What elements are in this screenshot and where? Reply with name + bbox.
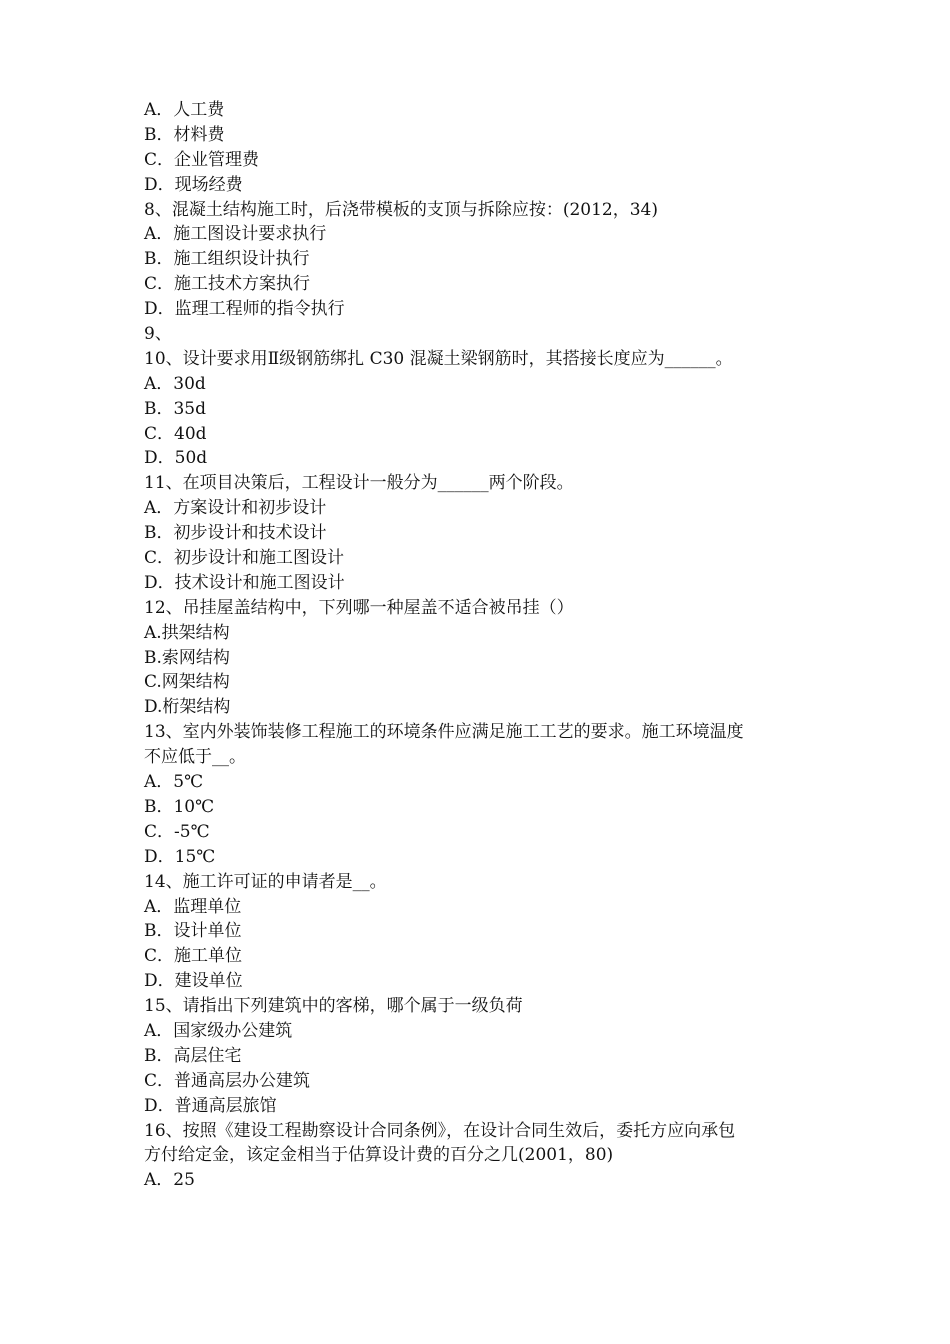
text-line: D.桁架结构 [144,697,231,718]
text-line: B.索网结构 [144,647,230,668]
text-line: 方付给定金，该定金相当于估算设计费的百分之几(2001，80) [144,1145,614,1166]
text-line: B．设计单位 [144,921,242,942]
text-line: A．人工费 [144,100,225,120]
text-line: B．35d [144,398,207,419]
text-line: A．方案设计和初步设计 [144,498,327,519]
text-line: B．初步设计和技术设计 [144,523,327,544]
text-line: A．30d [144,373,206,394]
text-line: A.拱架结构 [144,622,230,643]
text-line: A．国家级办公建筑 [144,1020,293,1041]
text-line: 不应低于__。 [144,747,246,768]
question-10: 10、设计要求用Ⅱ级钢筋绑扎 C30 混凝土梁钢筋时，其搭接长度应为______。 [144,348,733,369]
text-line: C．施工技术方案执行 [144,274,311,295]
text-line: C．-5℃ [144,821,210,842]
text-line: B．施工组织设计执行 [144,249,310,270]
text-line: D．50d [144,448,208,469]
text-line: A．25 [144,1170,195,1191]
question-15: 15、请指出下列建筑中的客梯，哪个属于一级负荷 [144,996,523,1017]
text-line: D．15℃ [144,846,216,867]
text-line: D．技术设计和施工图设计 [144,572,345,593]
question-12: 12、吊挂屋盖结构中，下列哪一种屋盖不适合被吊挂（） [144,597,574,618]
text-line: D．建设单位 [144,971,243,992]
text-line: A．施工图设计要求执行 [144,224,327,245]
question-8: 8、混凝土结构施工时，后浇带模板的支顶与拆除应按：(2012，34) [144,199,658,220]
question-text-block [144,98,824,1193]
question-9: 9、 [144,324,172,345]
text-line: D．现场经费 [144,174,243,195]
text-line: D．监理工程师的指令执行 [144,299,345,320]
text-line: C．施工单位 [144,946,243,967]
text-line: B．高层住宅 [144,1045,242,1066]
text-line: A．5℃ [144,772,204,793]
question-16: 16、按照《建设工程勘察设计合同条例》，在设计合同生效后，委托方应向承包 [144,1120,736,1141]
question-11: 11、在项目决策后，工程设计一般分为______两个阶段。 [144,473,574,494]
text-line: B．10℃ [144,796,215,817]
text-line: C．企业管理费 [144,149,260,170]
text-line: C．普通高层办公建筑 [144,1070,311,1091]
text-line: A．监理单位 [144,896,242,917]
question-13: 13、室内外装饰装修工程施工的环境条件应满足施工工艺的要求。施工环境温度 [144,722,744,743]
question-14: 14、施工许可证的申请者是__。 [144,871,387,892]
text-line: B．材料费 [144,124,225,145]
text-line: C.网架结构 [144,672,230,693]
text-line: C．初步设计和施工图设计 [144,548,345,569]
text-line: D．普通高层旅馆 [144,1095,277,1116]
text-line: C．40d [144,423,207,444]
